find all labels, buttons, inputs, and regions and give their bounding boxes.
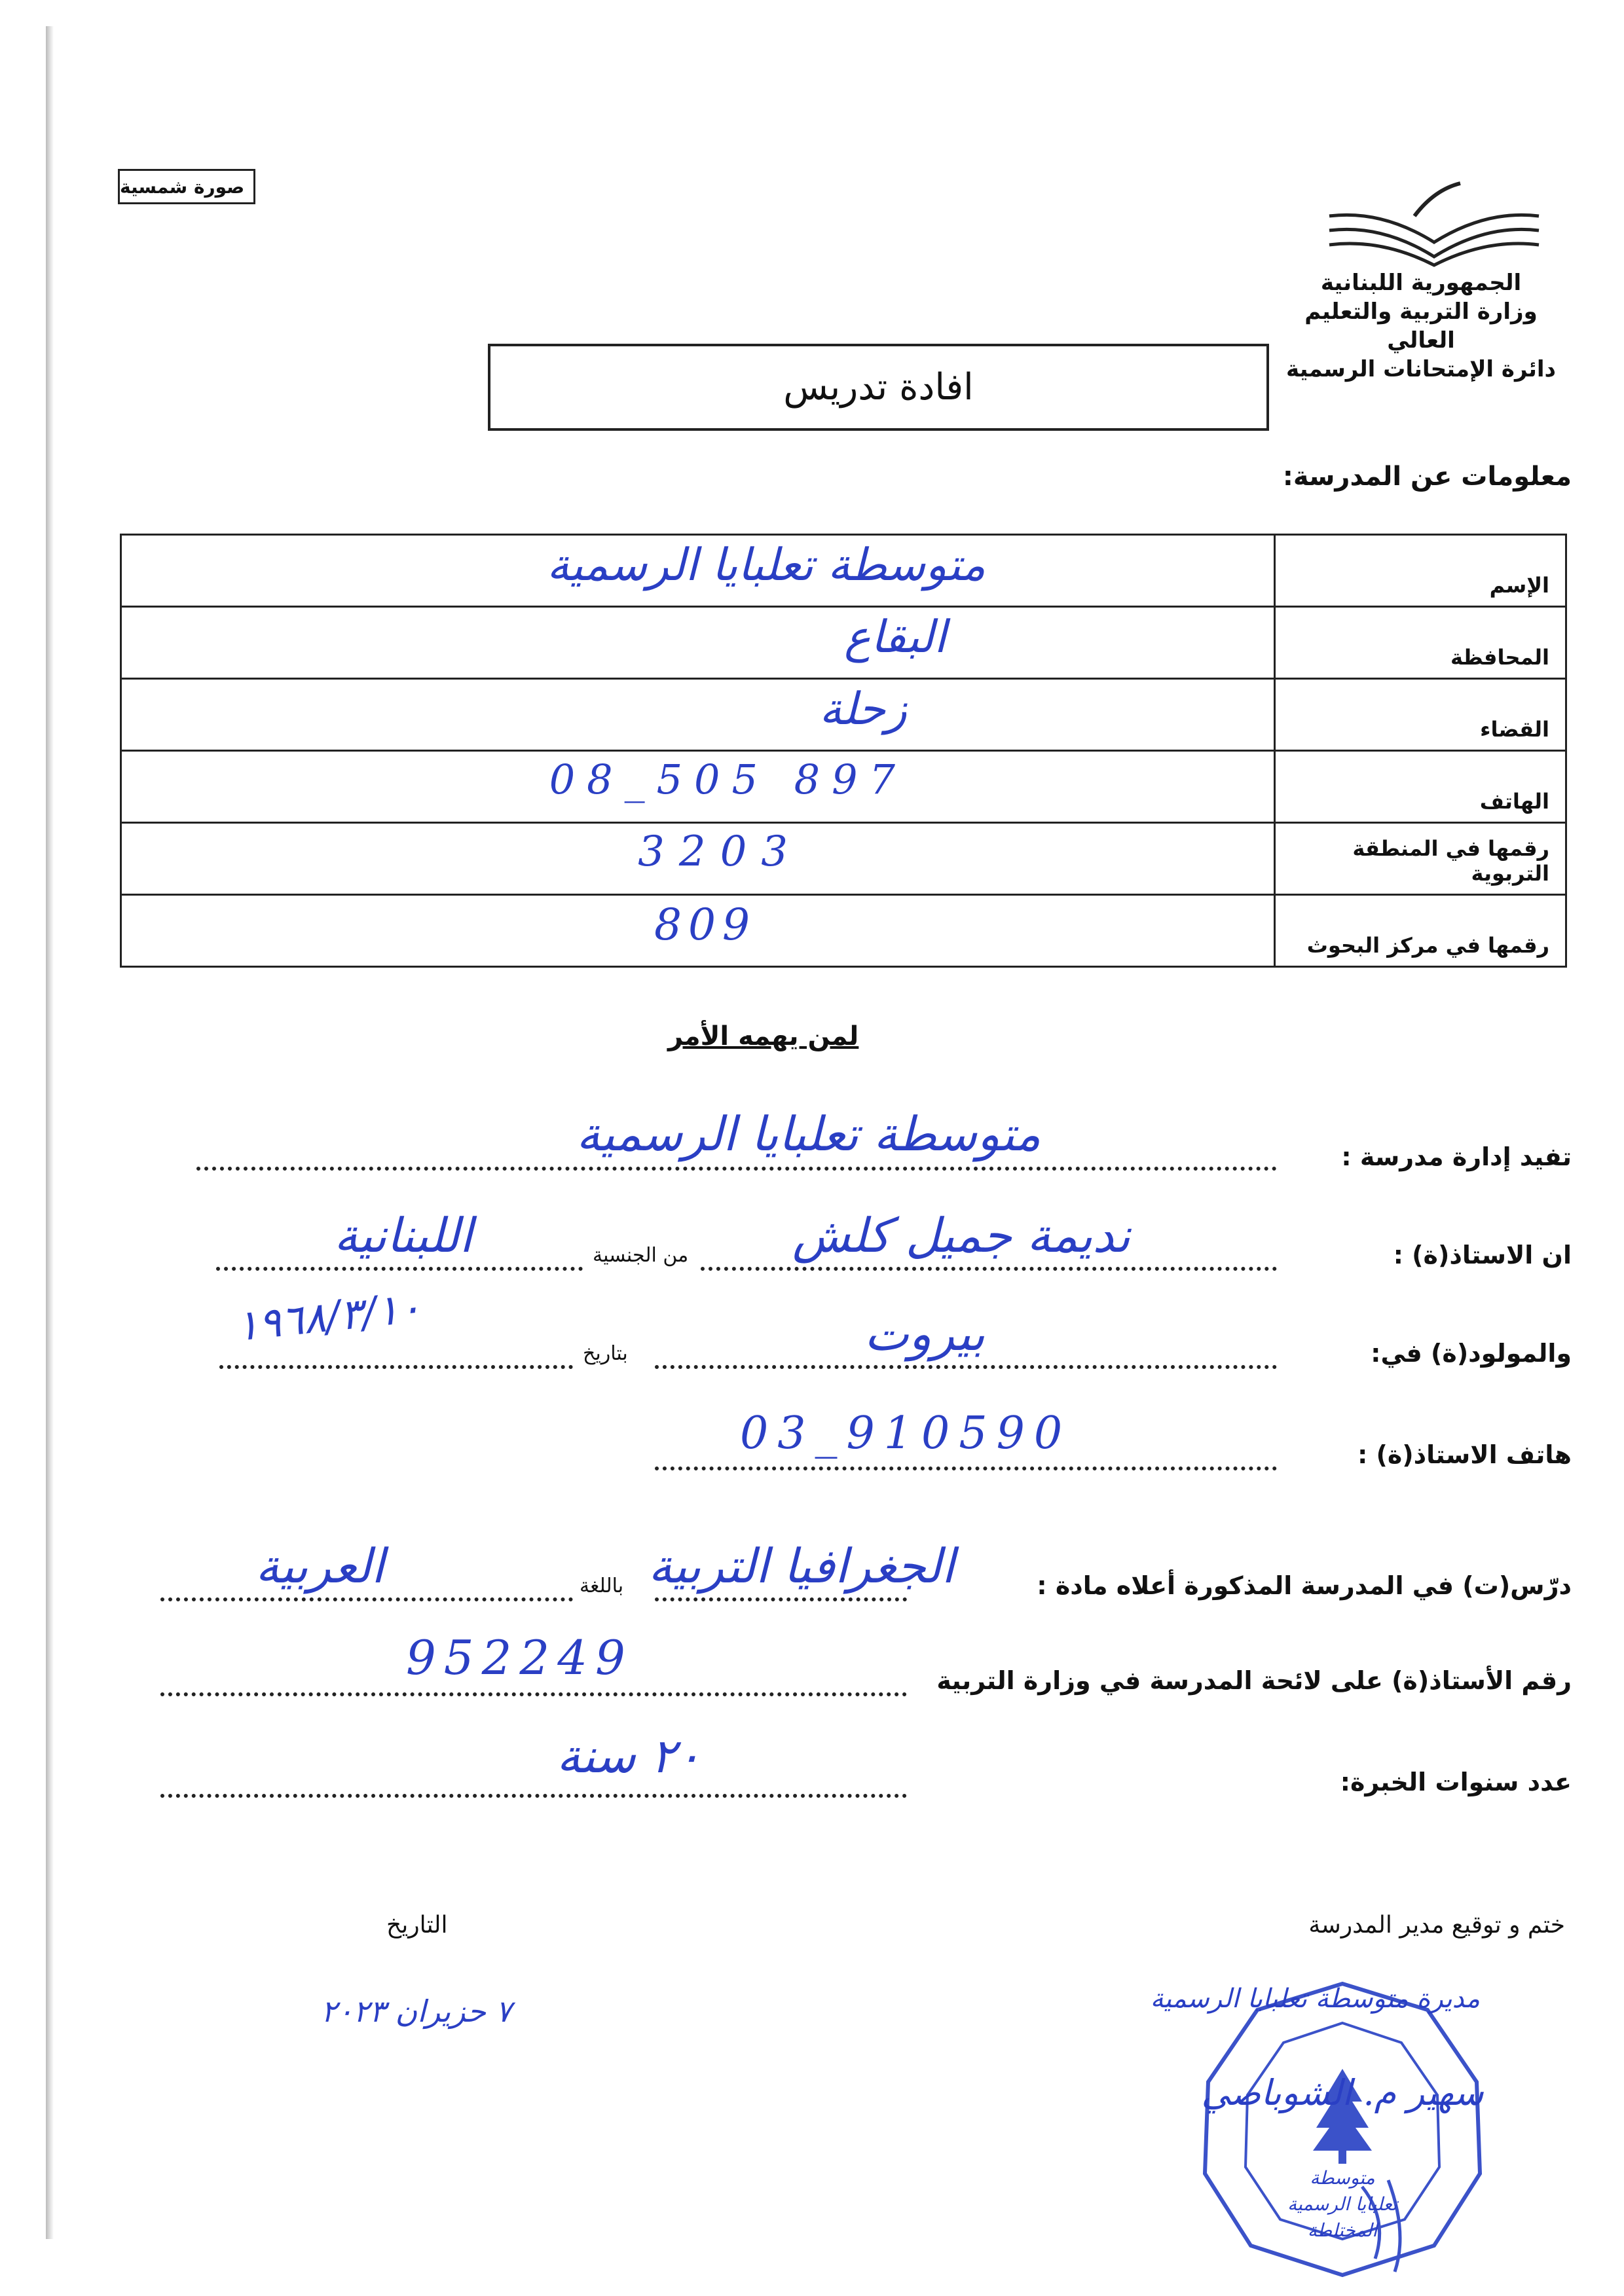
roster-value: 952249 — [406, 1630, 633, 1685]
ministry-name: وزارة التربية والتعليم العالي — [1304, 299, 1538, 354]
row-value-cell — [121, 895, 1275, 967]
born-date-value: ١٩٦٨/٣/١٠ — [233, 1283, 424, 1351]
zone-number-value: 3203 — [638, 828, 802, 876]
teacher-value: نديمة جميل كلش — [792, 1208, 1131, 1263]
row-label: رقمها في مركز البحوث — [1275, 895, 1566, 967]
ministry-header — [1270, 268, 1572, 384]
dotted-line — [655, 1365, 1277, 1369]
phone-value: 08_505 897 — [549, 756, 907, 803]
row-value-cell — [121, 823, 1275, 895]
signature-label: ختم و توقيع مدير المدرسة — [1308, 1912, 1565, 1939]
photo-placeholder — [118, 169, 255, 204]
dotted-line — [216, 1267, 583, 1271]
school-admin-value: متوسطة تعلبايا الرسمية — [576, 1106, 1041, 1161]
governorate-value: البقاع — [844, 611, 946, 663]
nationality-value: اللبنانية — [334, 1208, 473, 1263]
school-name-value: متوسطة تعلبايا الرسمية — [546, 539, 986, 591]
born-place-value: بيروت — [864, 1306, 986, 1361]
document-title-text: افادة تدريس — [783, 366, 974, 409]
table-row — [121, 607, 1566, 679]
document-title — [488, 344, 1269, 431]
table-row — [121, 823, 1566, 895]
teacher-phone-value: 03_910590 — [740, 1408, 1072, 1459]
row-value-cell — [121, 607, 1275, 679]
row-value-cell — [121, 751, 1275, 823]
row-label: المحافظة — [1275, 607, 1566, 679]
school-info-table — [120, 534, 1567, 968]
date-label: بتاريخ — [583, 1342, 628, 1365]
dotted-line — [701, 1267, 1277, 1271]
roster-label: رقم الأستاذ(ة) على لائحة المدرسة في وزارة التربية — [936, 1666, 1572, 1695]
row-value-cell — [121, 535, 1275, 607]
stamp-inner-2: تعلبايا الرسمية — [1287, 2193, 1397, 2215]
research-number-value: 809 — [654, 900, 756, 950]
row-label: القضاء — [1275, 679, 1566, 751]
date-title: التاريخ — [386, 1912, 448, 1939]
to-whom-heading: لمن يهمه الأمر — [668, 1021, 859, 1051]
subject-label: درّس(ت) في المدرسة المذكورة أعلاه مادة : — [1037, 1571, 1572, 1600]
subject-value: الجغرافيا التربية — [648, 1539, 955, 1594]
nationality-label: من الجنسية — [593, 1244, 689, 1267]
teacher-phone-label: هاتف الاستاذ(ة) : — [1357, 1440, 1572, 1469]
table-row — [121, 535, 1566, 607]
date-value: ٧ حزيران ٢٠٢٣ — [321, 1994, 512, 2029]
dotted-line — [160, 1692, 907, 1696]
stamp-inner-3: المختلطة — [1307, 2219, 1378, 2241]
born-label: والمولود(ة) في: — [1371, 1339, 1572, 1368]
school-admin-label: تفيد إدارة مدرسة : — [1341, 1142, 1572, 1171]
table-row — [121, 895, 1566, 967]
school-stamp — [1150, 1971, 1493, 2285]
photo-label: صورة شمسية — [120, 175, 245, 198]
row-label: الهاتف — [1275, 751, 1566, 823]
table-row — [121, 679, 1566, 751]
table-row — [121, 751, 1566, 823]
stamp-outer-text: مديرة متوسطة تعلبايا الرسمية — [1150, 1984, 1480, 2014]
stamp-name: سهير م. الشوباصي — [1201, 2072, 1484, 2113]
dotted-line — [160, 1794, 907, 1798]
dotted-line — [655, 1597, 907, 1601]
dotted-line — [219, 1365, 573, 1369]
dotted-line — [655, 1467, 1277, 1470]
district-value: زحلة — [819, 683, 907, 735]
ministry-logo-icon — [1316, 177, 1552, 268]
stamp-inner-1: متوسطة — [1310, 2167, 1375, 2189]
experience-label: عدد سنوات الخبرة: — [1340, 1768, 1572, 1796]
row-label: الإسم — [1275, 535, 1566, 607]
language-value: العربية — [255, 1539, 384, 1594]
dotted-line — [196, 1167, 1277, 1171]
republic-name: الجمهورية اللبنانية — [1320, 270, 1522, 296]
school-section-title: معلومات عن المدرسة: — [1282, 462, 1572, 492]
dotted-line — [160, 1597, 573, 1601]
department-name: دائرة الإمتحانات الرسمية — [1286, 356, 1556, 382]
scan-edge — [46, 26, 54, 2239]
row-label: رقمها في المنطقة التربوية — [1275, 823, 1566, 895]
row-value-cell — [121, 679, 1275, 751]
language-label: باللغة — [580, 1575, 624, 1597]
teacher-label: ان الاستاذ(ة) : — [1393, 1241, 1572, 1269]
experience-value: ٢٠ سنة — [557, 1728, 701, 1783]
